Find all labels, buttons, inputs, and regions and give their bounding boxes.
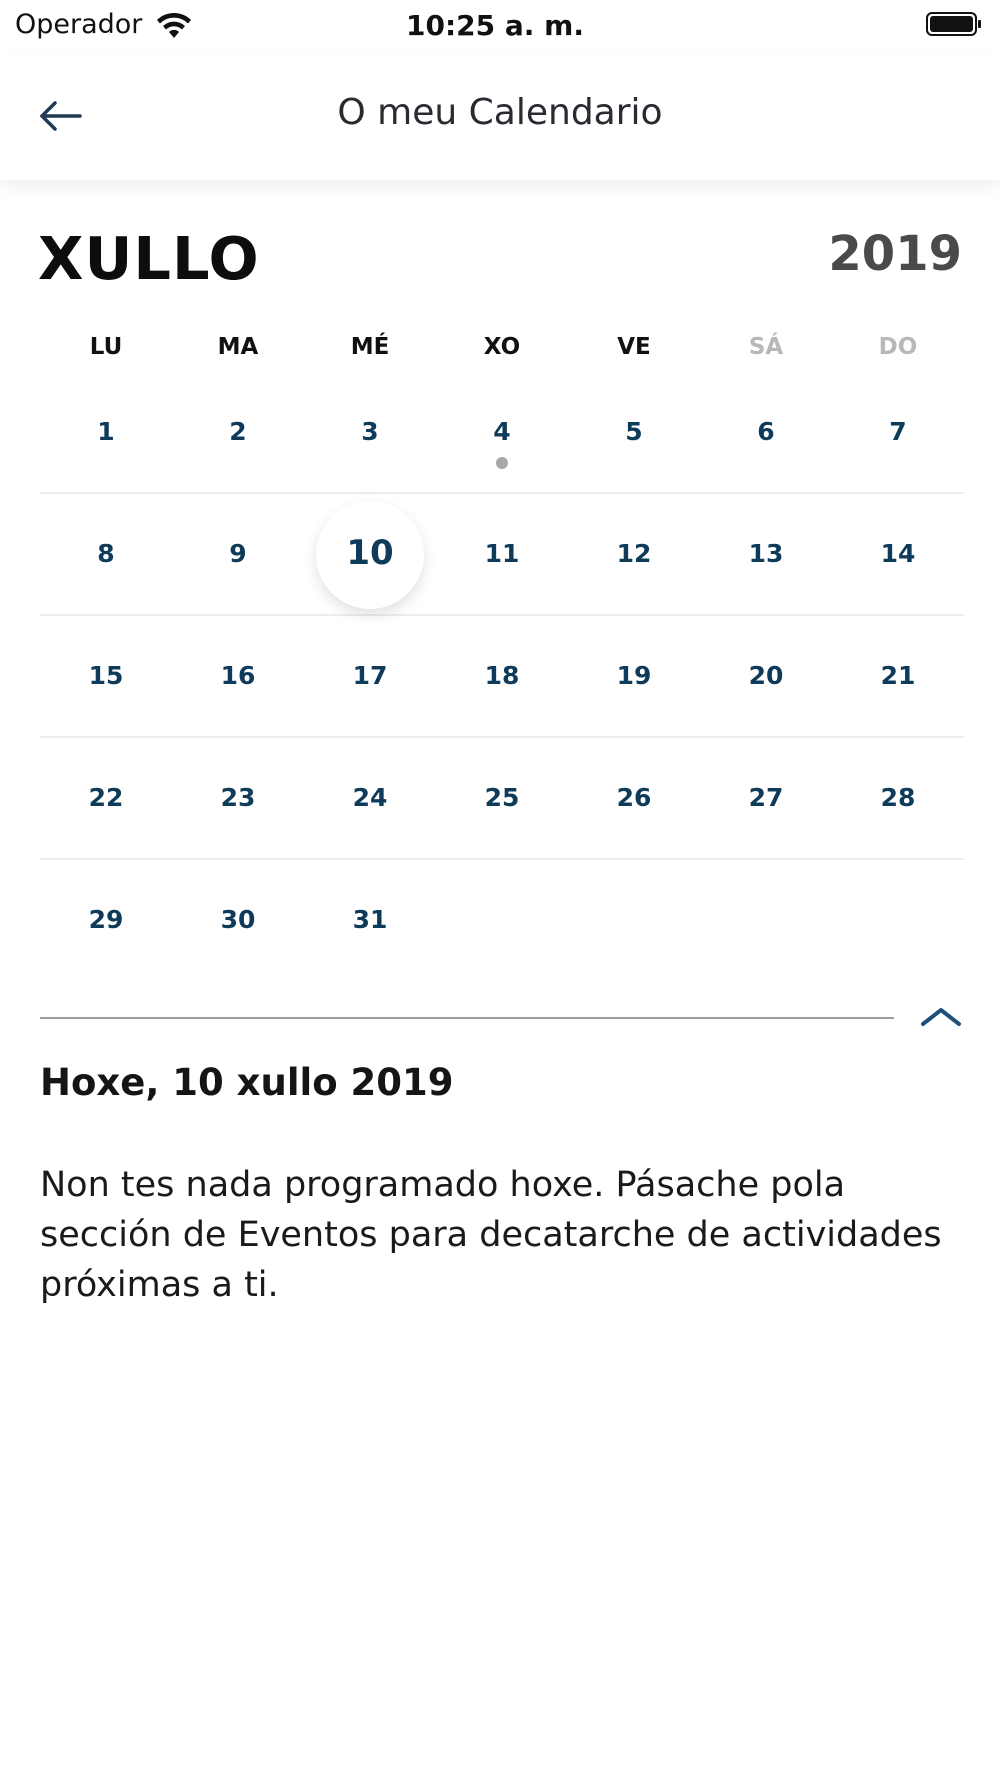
weekday-label: DO: [878, 334, 918, 360]
day-cell[interactable]: [40, 494, 172, 614]
day-cell[interactable]: [436, 372, 568, 492]
weekday-label: VE: [617, 334, 651, 360]
day-number: 29: [88, 905, 124, 934]
day-cell[interactable]: [700, 372, 832, 492]
empty-schedule-message: Non tes nada programado hoxe. Pásache pola sección de Eventos para decatarche de actividades próximas a ti.: [40, 1165, 942, 1305]
day-cell[interactable]: [832, 738, 964, 858]
week-row: [40, 738, 964, 860]
week-row: [40, 494, 964, 616]
day-number: 23: [220, 783, 256, 812]
page-title: O meu Calendario: [337, 92, 663, 133]
battery-icon: [926, 12, 982, 36]
event-indicator-dot: [496, 457, 508, 469]
nav-bar: [0, 52, 1000, 180]
day-number: 6: [757, 417, 775, 446]
day-number: 4: [493, 417, 511, 446]
status-bar: [0, 0, 1000, 52]
collapse-calendar-button[interactable]: [918, 1000, 964, 1034]
day-number: 14: [880, 539, 916, 568]
day-cell[interactable]: [832, 494, 964, 614]
day-cell[interactable]: [172, 738, 304, 858]
day-cell[interactable]: [700, 616, 832, 736]
day-number: 12: [616, 539, 652, 568]
clock-time: 10:25 a. m.: [406, 9, 584, 42]
day-cell[interactable]: [40, 372, 172, 492]
day-number: 17: [352, 661, 388, 690]
weekday-label: XO: [483, 334, 521, 360]
day-cell[interactable]: [304, 616, 436, 736]
day-cell[interactable]: [568, 372, 700, 492]
day-cell[interactable]: [40, 616, 172, 736]
day-number: 11: [484, 539, 520, 568]
week-row: [40, 616, 964, 738]
day-cell[interactable]: [832, 372, 964, 492]
day-number: 1: [97, 417, 115, 446]
day-cell[interactable]: [40, 860, 172, 980]
day-cell[interactable]: [436, 494, 568, 614]
day-number: 9: [229, 539, 247, 568]
day-number: 30: [220, 905, 256, 934]
day-number: 2: [229, 417, 247, 446]
day-number: 27: [748, 783, 784, 812]
day-cell[interactable]: [700, 494, 832, 614]
month-name: XULLO: [38, 224, 260, 293]
weekday-label: SÁ: [748, 334, 784, 360]
day-cell[interactable]: [172, 494, 304, 614]
day-cell[interactable]: [172, 860, 304, 980]
divider: [40, 1017, 894, 1019]
day-number: 22: [88, 783, 124, 812]
weekday-label: LU: [89, 334, 123, 360]
day-number: 31: [352, 905, 388, 934]
day-number: 3: [361, 417, 379, 446]
day-number: 26: [616, 783, 652, 812]
day-number: 8: [97, 539, 115, 568]
day-number: 7: [889, 417, 907, 446]
day-cell[interactable]: [436, 738, 568, 858]
day-number: 15: [88, 661, 124, 690]
day-cell[interactable]: [568, 738, 700, 858]
carrier-label: Operador: [15, 9, 143, 40]
year-label: 2019: [828, 226, 962, 282]
day-cell-today[interactable]: [304, 494, 436, 614]
chevron-up-icon: [918, 1000, 964, 1034]
day-number: 25: [484, 783, 520, 812]
day-cell[interactable]: [172, 616, 304, 736]
weekday-label: MA: [217, 334, 259, 360]
day-cell[interactable]: [172, 372, 304, 492]
week-row: [40, 372, 964, 494]
weekday-header: [40, 334, 964, 366]
day-cell[interactable]: [568, 494, 700, 614]
day-number: 28: [880, 783, 916, 812]
day-cell[interactable]: [568, 616, 700, 736]
day-number: 10: [346, 533, 394, 573]
day-cell[interactable]: [304, 372, 436, 492]
day-number: 21: [880, 661, 916, 690]
day-cell[interactable]: [304, 860, 436, 980]
week-row: [40, 860, 964, 980]
day-number: 5: [625, 417, 643, 446]
calendar-grid: [40, 372, 964, 980]
day-cell[interactable]: [700, 738, 832, 858]
day-number: 20: [748, 661, 784, 690]
day-number: 16: [220, 661, 256, 690]
day-cell[interactable]: [436, 616, 568, 736]
day-cell[interactable]: [40, 738, 172, 858]
day-number: 13: [748, 539, 784, 568]
weekday-label: MÉ: [350, 334, 390, 360]
day-number: 19: [616, 661, 652, 690]
day-number: 24: [352, 783, 388, 812]
day-cell[interactable]: [304, 738, 436, 858]
day-number: 18: [484, 661, 520, 690]
day-cell[interactable]: [832, 616, 964, 736]
selected-day-heading: Hoxe, 10 xullo 2019: [40, 1061, 454, 1104]
